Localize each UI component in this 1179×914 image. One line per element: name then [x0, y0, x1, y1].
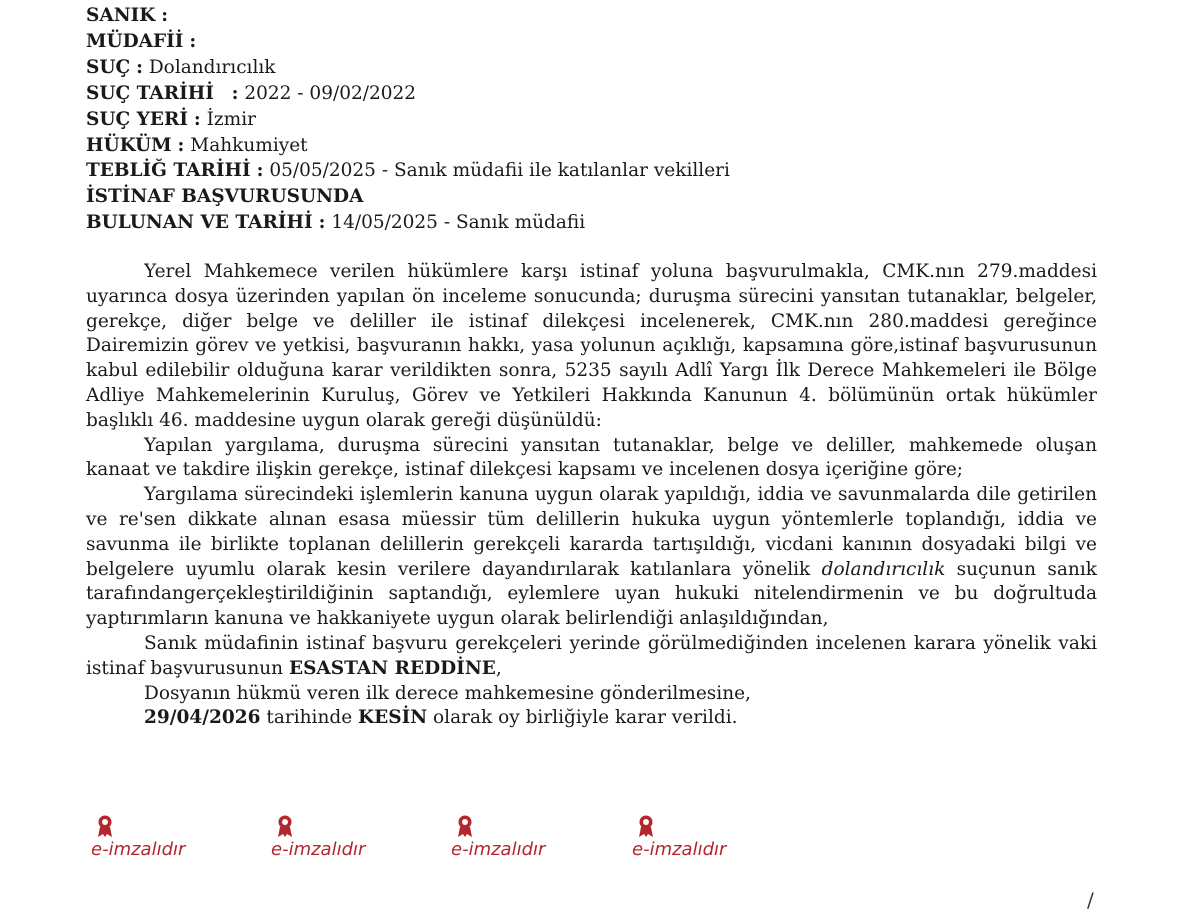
rejection-comma: , — [495, 657, 502, 679]
paragraph-evaluation — [86, 483, 1097, 632]
suc-tarihi-line — [86, 81, 730, 107]
suc-line — [86, 55, 730, 81]
mudafii-colon: : — [189, 30, 197, 52]
rejection-text: Sanık müdafinin istinaf başvuru gerekçeleri yerinde görülmediğinden incelenen karara yönelik vaki istinaf başvurusunun — [86, 632, 1097, 679]
signature-4 — [632, 814, 752, 864]
suc-tarihi-value: 2022 - 09/02/2022 — [244, 82, 417, 104]
teblig-line — [86, 158, 730, 184]
paragraph-verdict — [86, 706, 1097, 731]
suc-tarihi-colon: : — [231, 82, 239, 104]
seal-ribbon-icon — [275, 814, 295, 838]
sanik-line — [86, 3, 730, 29]
signature-row — [0, 814, 1179, 864]
istinaf-label-1: İSTİNAF BAŞVURUSUNDA — [86, 186, 364, 208]
verdict-date: 29/04/2026 — [144, 707, 261, 729]
sanik-colon: : — [161, 5, 169, 26]
suc-colon: : — [136, 56, 143, 78]
paragraph-rejection — [86, 632, 1097, 682]
suc-tarihi-label: SUÇ TARİHİ — [86, 82, 214, 104]
verdict-text-b: olarak oy birliğiyle karar verildi. — [433, 707, 738, 729]
paragraph-review: Yerel Mahkemece verilen hükümlere karşı istinaf yoluna başvurulmakla, CMK.nın 279.maddesi uyarınca dosya üzerinden yapılan ön inceleme sonucunda; duruşma sürecini yansıtan tutanaklar, belgeler, gerekçe, diğer belge ve deliller ile istinaf dilekçesi incelenerek, CMK.nın 280.maddesi gereğince Dairemizin görev ve yetkisi, başvuranın hakkı, yasa yolunun açıklığı, kapsamına göre,istinaf başvurusunun kabul edilebilir olduğuna karar verildikten sonra, 5235 sayılı Adlî Yargı İlk Derece Mahkemeleri ile Bölge Adliye Mahkemelerinin Kuruluş, Görev ve Yetkileri Hakkında Kanunun 4. bölümünün ortak hükümler başlıklı 46. maddesine uygun olarak gereği düşünüldü: — [86, 261, 1097, 431]
paragraph-referral: Dosyanın hükmü veren ilk derece mahkemesine gönderilmesine, — [144, 682, 751, 704]
suc-yeri-label: SUÇ YERİ — [86, 108, 188, 130]
teblig-colon: : — [256, 160, 264, 182]
seal-ribbon-icon — [95, 814, 115, 838]
hukum-value: Mahkumiyet — [190, 134, 308, 156]
verdict-final: KESİN — [358, 707, 428, 729]
suc-label: SUÇ — [86, 56, 131, 78]
evaluation-text-a: Yargılama sürecindeki işlemlerin kanuna uygun olarak yapıldığı, iddia ve savunmalarda dile getirilen ve re'sen dikkate alınan esasa müessir tüm delillerin hukuka uygun yöntemlerle toplandığı, iddia ve savunma ile birlikte toplanan delillerin gerekçeli kararda tartışıldığı, vicdani kanının dosyadaki bilgi ve belgelere uyumlu olarak kesin verilere dayandırılarak katılanlara yönelik — [86, 484, 1097, 580]
signature-1 — [91, 814, 211, 864]
teblig-label: TEBLİĞ TARİHİ — [86, 160, 251, 182]
paragraph-basis: Yapılan yargılama, duruşma sürecini yansıtan tutanaklar, belge ve deliller, mahkemede oluşan kanaat ve takdire ilişkin gerekçe, istinaf dilekçesi kapsamı ve incelenen dosya içeriğine göre; — [86, 434, 1097, 481]
suc-value: Dolandırıcılık — [148, 56, 276, 78]
hukum-label: HÜKÜM — [86, 134, 172, 156]
evaluation-text-b: suçunun sanık tarafındangerçekleştirildiğinin saptandığı, eylemlere uyan hukuki nitelendirmenin ve bu doğrultuda yaptırımların kanuna ve hakkaniyete uygun olarak belirlendiği anlaşıldığından, — [86, 558, 1097, 630]
offense-italic: dolandırıcılık — [821, 558, 946, 580]
signature-label: e-imzalıdır — [91, 839, 186, 860]
hukum-line — [86, 133, 730, 159]
signature-2 — [271, 814, 391, 864]
suc-yeri-colon: : — [193, 108, 201, 130]
teblig-value: 05/05/2025 - Sanık müdafii ile katılanlar vekilleri — [269, 160, 730, 182]
istinaf-line-1 — [86, 184, 730, 210]
suc-yeri-value: İzmir — [206, 108, 256, 130]
signature-label: e-imzalıdır — [632, 839, 727, 860]
mudafii-label: MÜDAFİİ — [86, 30, 184, 52]
decision-body — [86, 260, 1097, 731]
signature-3 — [451, 814, 571, 864]
verdict-text-a: tarihinde — [266, 707, 353, 729]
footer-mark: / — [1087, 888, 1094, 912]
signature-label: e-imzalıdır — [451, 839, 546, 860]
case-header — [86, 3, 730, 236]
seal-ribbon-icon — [455, 814, 475, 838]
signature-label: e-imzalıdır — [271, 839, 366, 860]
istinaf-label-2: BULUNAN VE TARİHİ — [86, 212, 313, 234]
rejection-bold: ESASTAN REDDİNE — [288, 657, 496, 679]
mudafii-line — [86, 29, 730, 55]
hukum-colon: : — [177, 134, 185, 156]
istinaf-value: 14/05/2025 - Sanık müdafii — [331, 212, 586, 234]
suc-yeri-line — [86, 107, 730, 133]
istinaf-colon: : — [318, 212, 326, 234]
istinaf-line-2 — [86, 210, 730, 236]
sanik-label: SANIK — [86, 5, 156, 26]
seal-ribbon-icon — [636, 814, 656, 838]
